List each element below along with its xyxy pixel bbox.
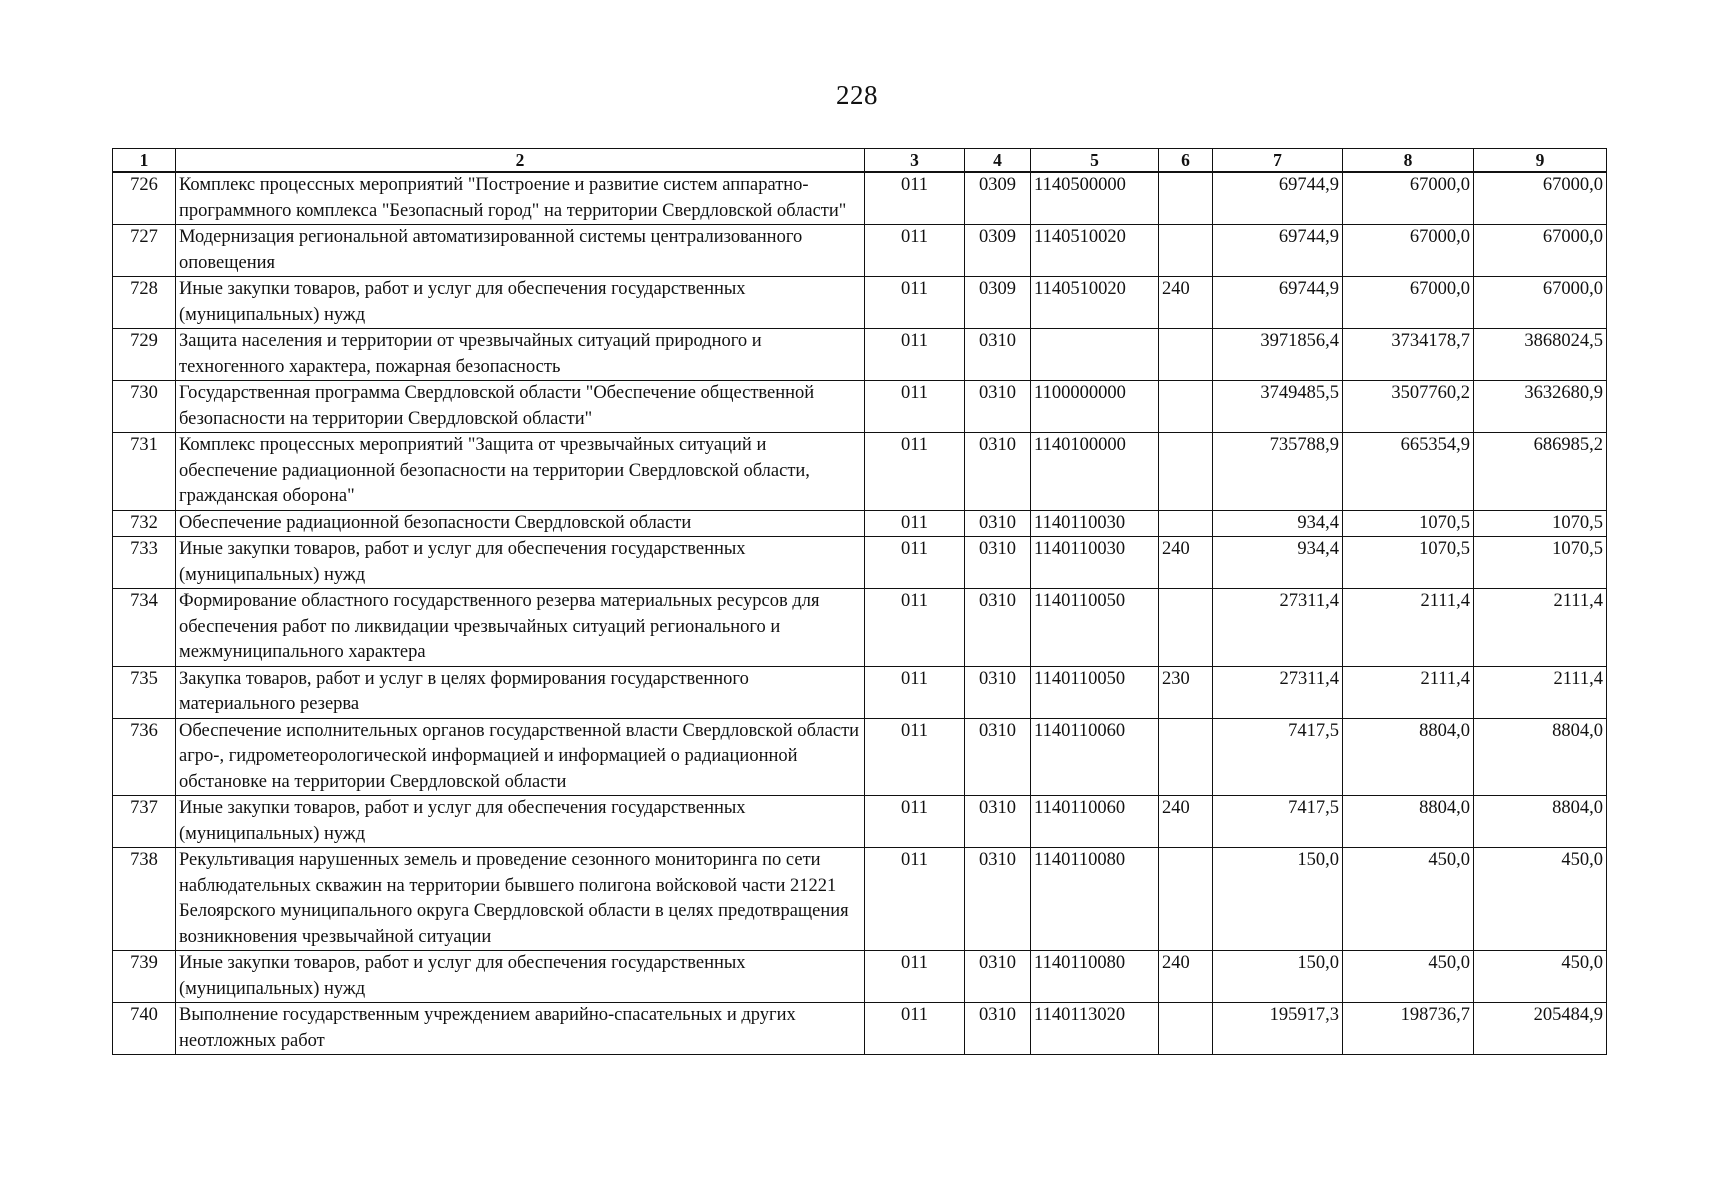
section-code-cell: 0310 [965, 1003, 1031, 1055]
value-col9-cell: 1070,5 [1474, 537, 1607, 589]
table-row [113, 848, 1607, 951]
expense-type-cell [1159, 433, 1213, 511]
ministry-code-cell: 011 [865, 433, 965, 511]
expense-type-cell [1159, 718, 1213, 796]
target-article-cell: 1140510020 [1031, 277, 1159, 329]
value-col7-cell: 7417,5 [1213, 796, 1343, 848]
value-col9-cell: 450,0 [1474, 951, 1607, 1003]
row-number-cell: 738 [113, 848, 176, 951]
expense-type-cell: 240 [1159, 537, 1213, 589]
row-number-cell: 733 [113, 537, 176, 589]
column-header-4: 4 [965, 149, 1031, 173]
section-code-cell: 0310 [965, 510, 1031, 537]
target-article-cell: 1140110030 [1031, 510, 1159, 537]
table-row [113, 510, 1607, 537]
target-article-cell: 1140510020 [1031, 225, 1159, 277]
ministry-code-cell: 011 [865, 277, 965, 329]
column-header-5: 5 [1031, 149, 1159, 173]
ministry-code-cell: 011 [865, 666, 965, 718]
column-header-1: 1 [113, 149, 176, 173]
ministry-code-cell: 011 [865, 329, 965, 381]
ministry-code-cell: 011 [865, 796, 965, 848]
value-col9-cell: 67000,0 [1474, 225, 1607, 277]
section-code-cell: 0310 [965, 329, 1031, 381]
ministry-code-cell: 011 [865, 951, 965, 1003]
table-row [113, 433, 1607, 511]
table-row [113, 537, 1607, 589]
value-col9-cell: 2111,4 [1474, 589, 1607, 667]
budget-table [112, 148, 1607, 1055]
ministry-code-cell: 011 [865, 537, 965, 589]
value-col7-cell: 69744,9 [1213, 277, 1343, 329]
ministry-code-cell: 011 [865, 848, 965, 951]
value-col7-cell: 7417,5 [1213, 718, 1343, 796]
row-name-cell: Рекультивация нарушенных земель и проведение сезонного мониторинга по сети наблюдательных скважин на территории бывшего полигона войсковой части 21221 Белоярского муниципального округа Свердловской области в целях предотвращения возникновения чрезвычайной ситуации [176, 848, 865, 951]
value-col8-cell: 665354,9 [1343, 433, 1474, 511]
value-col8-cell: 2111,4 [1343, 589, 1474, 667]
expense-type-cell [1159, 225, 1213, 277]
ministry-code-cell: 011 [865, 1003, 965, 1055]
table-row [113, 718, 1607, 796]
value-col8-cell: 67000,0 [1343, 225, 1474, 277]
value-col8-cell: 1070,5 [1343, 537, 1474, 589]
expense-type-cell [1159, 329, 1213, 381]
section-code-cell: 0310 [965, 433, 1031, 511]
value-col7-cell: 934,4 [1213, 537, 1343, 589]
value-col9-cell: 1070,5 [1474, 510, 1607, 537]
value-col8-cell: 198736,7 [1343, 1003, 1474, 1055]
ministry-code-cell: 011 [865, 225, 965, 277]
value-col7-cell: 934,4 [1213, 510, 1343, 537]
value-col9-cell: 8804,0 [1474, 796, 1607, 848]
column-header-9: 9 [1474, 149, 1607, 173]
value-col8-cell: 8804,0 [1343, 796, 1474, 848]
target-article-cell: 1140500000 [1031, 172, 1159, 225]
section-code-cell: 0310 [965, 848, 1031, 951]
value-col8-cell: 450,0 [1343, 848, 1474, 951]
section-code-cell: 0309 [965, 225, 1031, 277]
row-number-cell: 732 [113, 510, 176, 537]
row-name-cell: Обеспечение радиационной безопасности Свердловской области [176, 510, 865, 537]
row-name-cell: Защита населения и территории от чрезвычайных ситуаций природного и техногенного характера, пожарная безопасность [176, 329, 865, 381]
row-number-cell: 727 [113, 225, 176, 277]
section-code-cell: 0310 [965, 589, 1031, 667]
value-col7-cell: 27311,4 [1213, 666, 1343, 718]
expense-type-cell [1159, 589, 1213, 667]
target-article-cell: 1140110080 [1031, 848, 1159, 951]
row-number-cell: 728 [113, 277, 176, 329]
row-number-cell: 730 [113, 381, 176, 433]
target-article-cell: 1140113020 [1031, 1003, 1159, 1055]
expense-type-cell: 230 [1159, 666, 1213, 718]
row-name-cell: Иные закупки товаров, работ и услуг для обеспечения государственных (муниципальных) нужд [176, 277, 865, 329]
expense-type-cell [1159, 510, 1213, 537]
column-header-8: 8 [1343, 149, 1474, 173]
row-name-cell: Модернизация региональной автоматизированной системы централизованного оповещения [176, 225, 865, 277]
row-number-cell: 736 [113, 718, 176, 796]
row-number-cell: 726 [113, 172, 176, 225]
section-code-cell: 0310 [965, 796, 1031, 848]
section-code-cell: 0310 [965, 718, 1031, 796]
expense-type-cell [1159, 172, 1213, 225]
table-row [113, 1003, 1607, 1055]
section-code-cell: 0310 [965, 537, 1031, 589]
value-col8-cell: 3507760,2 [1343, 381, 1474, 433]
value-col8-cell: 67000,0 [1343, 277, 1474, 329]
target-article-cell: 1140110050 [1031, 666, 1159, 718]
value-col7-cell: 150,0 [1213, 848, 1343, 951]
ministry-code-cell: 011 [865, 172, 965, 225]
row-name-cell: Закупка товаров, работ и услуг в целях формирования государственного материального резерва [176, 666, 865, 718]
table-row [113, 951, 1607, 1003]
value-col9-cell: 686985,2 [1474, 433, 1607, 511]
row-number-cell: 734 [113, 589, 176, 667]
table-row [113, 225, 1607, 277]
column-header-2: 2 [176, 149, 865, 173]
row-name-cell: Формирование областного государственного резерва материальных ресурсов для обеспечения работ по ликвидации чрезвычайных ситуаций регионального и межмуниципального характера [176, 589, 865, 667]
value-col7-cell: 735788,9 [1213, 433, 1343, 511]
section-code-cell: 0309 [965, 277, 1031, 329]
target-article-cell: 1140100000 [1031, 433, 1159, 511]
expense-type-cell: 240 [1159, 277, 1213, 329]
row-name-cell: Государственная программа Свердловской области "Обеспечение общественной безопасности на территории Свердловской области" [176, 381, 865, 433]
target-article-cell: 1100000000 [1031, 381, 1159, 433]
value-col8-cell: 450,0 [1343, 951, 1474, 1003]
table-body [113, 172, 1607, 1055]
value-col8-cell: 3734178,7 [1343, 329, 1474, 381]
value-col9-cell: 67000,0 [1474, 172, 1607, 225]
row-name-cell: Иные закупки товаров, работ и услуг для обеспечения государственных (муниципальных) нужд [176, 537, 865, 589]
table-row [113, 666, 1607, 718]
row-number-cell: 739 [113, 951, 176, 1003]
row-number-cell: 740 [113, 1003, 176, 1055]
ministry-code-cell: 011 [865, 589, 965, 667]
table-row [113, 589, 1607, 667]
column-header-7: 7 [1213, 149, 1343, 173]
target-article-cell [1031, 329, 1159, 381]
ministry-code-cell: 011 [865, 510, 965, 537]
value-col7-cell: 150,0 [1213, 951, 1343, 1003]
row-number-cell: 737 [113, 796, 176, 848]
value-col9-cell: 450,0 [1474, 848, 1607, 951]
value-col9-cell: 3868024,5 [1474, 329, 1607, 381]
target-article-cell: 1140110080 [1031, 951, 1159, 1003]
value-col9-cell: 3632680,9 [1474, 381, 1607, 433]
row-name-cell: Иные закупки товаров, работ и услуг для обеспечения государственных (муниципальных) нужд [176, 796, 865, 848]
value-col7-cell: 3749485,5 [1213, 381, 1343, 433]
ministry-code-cell: 011 [865, 718, 965, 796]
row-number-cell: 731 [113, 433, 176, 511]
value-col7-cell: 195917,3 [1213, 1003, 1343, 1055]
expense-type-cell [1159, 1003, 1213, 1055]
target-article-cell: 1140110060 [1031, 796, 1159, 848]
table-row [113, 172, 1607, 225]
row-name-cell: Комплекс процессных мероприятий "Защита от чрезвычайных ситуаций и обеспечение радиационной безопасности на территории Свердловской области, гражданская оборона" [176, 433, 865, 511]
row-number-cell: 729 [113, 329, 176, 381]
section-code-cell: 0310 [965, 381, 1031, 433]
row-name-cell: Выполнение государственным учреждением аварийно-спасательных и других неотложных работ [176, 1003, 865, 1055]
value-col8-cell: 1070,5 [1343, 510, 1474, 537]
value-col9-cell: 8804,0 [1474, 718, 1607, 796]
row-name-cell: Обеспечение исполнительных органов государственной власти Свердловской области агро-, гидрометеорологической информацией и информацией о радиационной обстановке на территории Свердловской области [176, 718, 865, 796]
section-code-cell: 0310 [965, 951, 1031, 1003]
target-article-cell: 1140110030 [1031, 537, 1159, 589]
table-header-row [113, 149, 1607, 173]
row-name-cell: Комплекс процессных мероприятий "Построение и развитие систем аппаратно-программного комплекса "Безопасный город" на территории Свердловской области" [176, 172, 865, 225]
table-row [113, 381, 1607, 433]
table-row [113, 796, 1607, 848]
column-header-3: 3 [865, 149, 965, 173]
section-code-cell: 0309 [965, 172, 1031, 225]
expense-type-cell: 240 [1159, 796, 1213, 848]
value-col8-cell: 8804,0 [1343, 718, 1474, 796]
value-col8-cell: 2111,4 [1343, 666, 1474, 718]
value-col8-cell: 67000,0 [1343, 172, 1474, 225]
value-col9-cell: 2111,4 [1474, 666, 1607, 718]
table-row [113, 329, 1607, 381]
value-col9-cell: 67000,0 [1474, 277, 1607, 329]
ministry-code-cell: 011 [865, 381, 965, 433]
value-col7-cell: 3971856,4 [1213, 329, 1343, 381]
value-col7-cell: 69744,9 [1213, 172, 1343, 225]
table-row [113, 277, 1607, 329]
value-col7-cell: 27311,4 [1213, 589, 1343, 667]
expense-type-cell [1159, 848, 1213, 951]
section-code-cell: 0310 [965, 666, 1031, 718]
value-col9-cell: 205484,9 [1474, 1003, 1607, 1055]
page-number: 228 [836, 80, 878, 110]
expense-type-cell [1159, 381, 1213, 433]
row-name-cell: Иные закупки товаров, работ и услуг для обеспечения государственных (муниципальных) нужд [176, 951, 865, 1003]
column-header-6: 6 [1159, 149, 1213, 173]
target-article-cell: 1140110060 [1031, 718, 1159, 796]
value-col7-cell: 69744,9 [1213, 225, 1343, 277]
row-number-cell: 735 [113, 666, 176, 718]
target-article-cell: 1140110050 [1031, 589, 1159, 667]
expense-type-cell: 240 [1159, 951, 1213, 1003]
